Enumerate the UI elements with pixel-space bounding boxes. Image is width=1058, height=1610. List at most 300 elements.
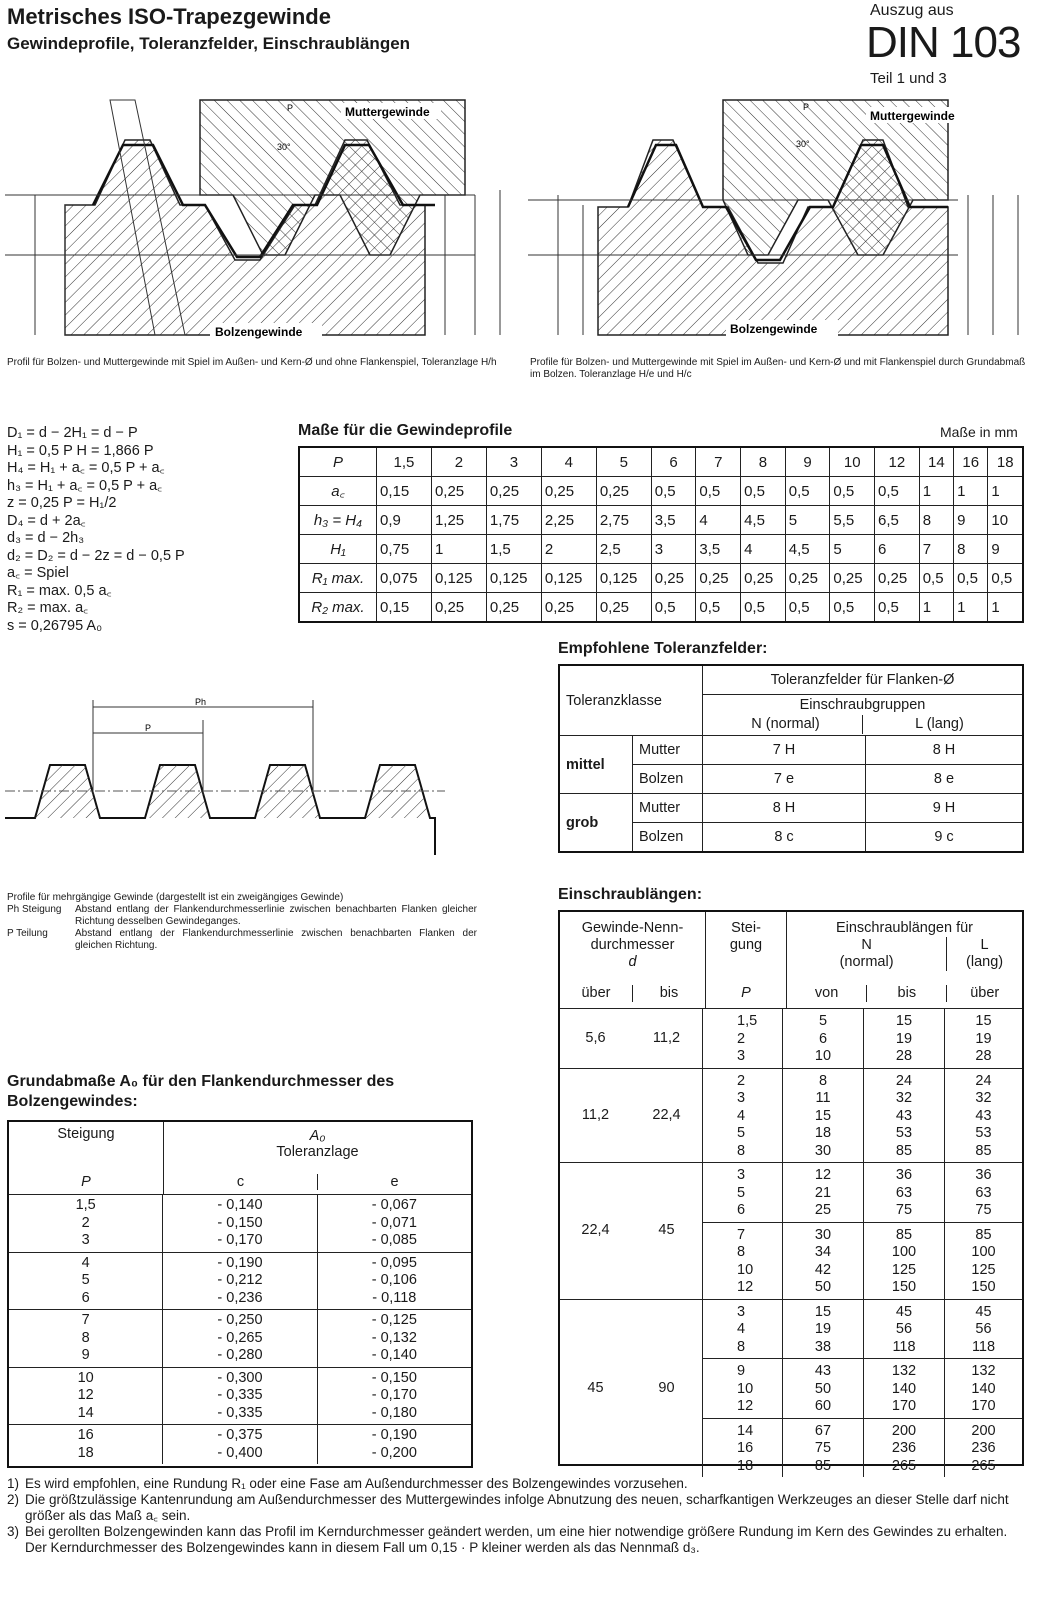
tolerance-head-n: N (normal) [751, 716, 820, 732]
profile-cell: 1 [954, 593, 988, 623]
profile-cell: 12 [875, 447, 920, 477]
es-group [703, 1419, 1022, 1478]
es-d-bis: 90 [658, 1379, 675, 1396]
es-value: 85 [975, 1142, 992, 1159]
profile-cell: 8 [954, 535, 988, 564]
formula-item: z = 0,25 P = H₁/2 [7, 495, 117, 511]
ga-group [9, 1195, 471, 1253]
es-value: 9 [737, 1363, 746, 1379]
ga-value: - 0,375 [217, 1427, 263, 1443]
es-value: 10 [737, 1380, 754, 1397]
es-value: 8 [737, 1338, 746, 1355]
page-subtitle: Gewindeprofile, Toleranzfelder, Einschraublängen [7, 34, 411, 53]
profile-cell: 1 [431, 535, 486, 564]
formula-item: s = 0,26795 A₀ [7, 617, 103, 634]
es-value: 15 [975, 1013, 992, 1029]
profile-cell: 1,75 [486, 506, 541, 535]
es-value: 45 [895, 1303, 913, 1320]
es-value: 43 [814, 1363, 832, 1379]
profile-cell: 1 [988, 593, 1023, 623]
profile-cell: 4 [741, 535, 786, 564]
profile-cell: 1 [954, 477, 988, 506]
ga-value: - 0,118 [372, 1289, 417, 1306]
profile-cell: 0,25 [486, 477, 541, 506]
es-group [703, 1359, 1022, 1419]
tolerance-table-title: Empfohlene Toleranzfelder: [558, 640, 768, 657]
es-value: 21 [814, 1184, 832, 1201]
ga-head-p: P [81, 1174, 91, 1190]
es-group [703, 1069, 1022, 1163]
part-label: Teil 1 und 3 [870, 70, 947, 87]
profile-cell: 2,5 [596, 535, 651, 564]
es-value: 4 [737, 1107, 746, 1124]
profile-cell: 1 [988, 477, 1023, 506]
ga-value: 5 [81, 1272, 90, 1288]
es-value: 236 [971, 1440, 996, 1456]
ga-value: 6 [81, 1289, 90, 1306]
profile-cell: 8 [741, 447, 786, 477]
figure-caption-right: Profile für Bolzen- und Muttergewinde mit Spiel im Außen- und Kern-Ø und mit Flankenspiel durch Grundabmaß im Bolzen. Toleranzlage H/e und H/c [530, 357, 1026, 380]
formula-item: d₃ = d − 2h₃ [7, 530, 85, 546]
es-value: 10 [814, 1048, 832, 1064]
profile-cell: 0,15 [377, 593, 432, 623]
es-head-st [706, 912, 787, 1008]
es-value: 32 [895, 1090, 913, 1106]
ga-value: 4 [81, 1254, 90, 1271]
es-value: 15 [814, 1303, 832, 1320]
formula-item: R₁ = max. 0,5 a꜀ [7, 582, 112, 599]
ga-value: - 0,170 [217, 1232, 263, 1248]
es-value: 12 [814, 1167, 832, 1183]
einschraub-title: Einschraublängen: [558, 886, 703, 903]
es-head-ueber2: über [946, 985, 1022, 1002]
profile-cell: 0,5 [785, 593, 830, 623]
es-d-bis: 11,2 [652, 1029, 681, 1046]
profile-row-label: R₁ max. [299, 564, 377, 593]
profile-cell: 6,5 [875, 506, 920, 535]
profile-cell: 0,5 [651, 477, 696, 506]
formula-item: d₂ = D₂ = d − 2z = d − 0,5 P [7, 547, 185, 564]
ph-label: Ph [195, 697, 207, 707]
es-value: 170 [971, 1398, 996, 1414]
tolerance-head-class: Toleranzklasse [559, 665, 703, 736]
es-head-d2: durchmesser [590, 937, 675, 953]
profile-cell: 0,5 [988, 564, 1023, 593]
ga-value: 8 [81, 1329, 90, 1346]
ga-value: 18 [77, 1444, 94, 1461]
profile-cell: 9 [954, 506, 988, 535]
es-head-bis2: bis [866, 985, 946, 1002]
profile-cell: 0,5 [830, 593, 875, 623]
es-value: 2 [737, 1030, 746, 1047]
es-value: 63 [895, 1184, 913, 1201]
es-value: 5 [737, 1184, 746, 1201]
ga-value: 7 [81, 1312, 90, 1328]
profile-cell: 4,5 [741, 506, 786, 535]
profile-cell: 0,5 [785, 477, 830, 506]
profile-row [299, 593, 1023, 623]
es-d-ueber: 22,4 [581, 1222, 610, 1238]
profile-cell: 7 [696, 447, 741, 477]
profile-cell: 2 [541, 535, 596, 564]
formula-item: h₃ = H₁ + a꜀ = 0,5 P + a꜀ [7, 477, 163, 494]
profile-cell: 2,75 [596, 506, 651, 535]
ga-head-a0-label: A₀ [309, 1128, 326, 1144]
formula-item: H₄ = H₁ + a꜀ = 0,5 P + a꜀ [7, 460, 165, 476]
page-title: Metrisches ISO-Trapezgewinde [7, 4, 331, 29]
formula-item: H₁ = 0,5 P H = 1,866 P [7, 442, 154, 459]
profile-cell: 0,25 [596, 593, 651, 623]
es-value: 85 [895, 1142, 913, 1159]
es-head-ueber: über [560, 985, 633, 1002]
profile-cell: 0,5 [954, 564, 988, 593]
es-value: 125 [971, 1261, 996, 1278]
footnote-mark: 3) [7, 1524, 20, 1539]
ga-value: 10 [77, 1369, 94, 1386]
es-value: 118 [971, 1338, 996, 1355]
tolerance-cell: 7 H [703, 736, 866, 765]
es-value: 6 [737, 1202, 746, 1218]
ga-value: 16 [77, 1427, 94, 1443]
es-value: 10 [737, 1261, 754, 1278]
ga-value: - 0,265 [217, 1329, 263, 1346]
es-value: 132 [971, 1363, 996, 1379]
es-value: 19 [814, 1321, 832, 1337]
es-head-von: von [814, 985, 839, 1001]
es-value: 3 [737, 1167, 746, 1183]
ga-value: - 0,170 [371, 1387, 417, 1403]
formula-list [7, 425, 185, 635]
ga-value: - 0,280 [217, 1347, 263, 1363]
profile-cell: 0,5 [830, 477, 875, 506]
es-value: 50 [814, 1279, 832, 1295]
es-value: 12 [737, 1398, 754, 1414]
ga-value: - 0,335 [217, 1404, 263, 1421]
profile-cell: 3 [486, 447, 541, 477]
ga-value: - 0,125 [371, 1312, 417, 1328]
es-value: 200 [891, 1422, 917, 1439]
es-block [560, 1009, 1022, 1069]
profile-figure-right [528, 95, 1028, 350]
es-value: 53 [975, 1125, 992, 1141]
es-value: 32 [975, 1090, 992, 1106]
ga-value: 9 [81, 1347, 90, 1363]
profile-row [299, 535, 1023, 564]
es-group [703, 1223, 1022, 1299]
profile-cell: 6 [875, 535, 920, 564]
profile-row [299, 506, 1023, 535]
ga-value: 2 [81, 1214, 90, 1231]
es-block [560, 1069, 1022, 1164]
es-head-bis: bis [659, 985, 679, 1001]
p-label-left: P [287, 103, 294, 113]
profile-row [299, 564, 1023, 593]
footnote-text: Es wird empfohlen, eine Rundung R₁ oder eine Fase am Außendurchmesser des Bolzengewindes vorzusehen. [25, 1476, 688, 1491]
profile-cell: 0,5 [696, 477, 741, 506]
es-head-d1: Gewinde-Nenn- [581, 920, 684, 936]
es-value: 45 [975, 1303, 992, 1320]
tolerance-class-grob: grob Mutter Bolzen [559, 794, 703, 853]
es-d-ueber: 5,6 [585, 1029, 606, 1046]
profile-row-label: R₂ max. [299, 593, 377, 623]
profile-cell: 0,25 [830, 564, 875, 593]
ga-value: - 0,140 [217, 1197, 263, 1213]
profile-cell: 10 [830, 447, 875, 477]
profile-row-label: a꜀ [299, 477, 377, 506]
profile-cell: 0,5 [741, 477, 786, 506]
ga-value: 1,5 [75, 1197, 96, 1213]
tolerance-head-groups [703, 695, 1024, 736]
profile-cell: 0,25 [431, 593, 486, 623]
ga-value: - 0,300 [217, 1369, 263, 1386]
es-value: 30 [814, 1142, 832, 1159]
multistart-caption-title: Profile für mehrgängige Gewinde (dargestellt ist ein zweigängiges Gewinde) [7, 892, 344, 903]
profile-cell: 2,25 [541, 506, 596, 535]
profile-cell: 0,5 [741, 593, 786, 623]
es-value: 12 [737, 1279, 754, 1295]
profile-cell: 0,15 [377, 477, 432, 506]
profile-cell: 0,75 [377, 535, 432, 564]
multistart-caption [7, 892, 477, 952]
ga-value: - 0,250 [217, 1312, 263, 1328]
es-value: 85 [895, 1226, 913, 1243]
es-d-bis: 45 [658, 1222, 675, 1238]
tolerance-cell: 8 H [703, 794, 866, 823]
es-value: 100 [971, 1244, 996, 1260]
es-d-ueber: 45 [587, 1379, 604, 1396]
ga-head-c: c [236, 1174, 245, 1190]
es-group [703, 1009, 1022, 1068]
es-value: 75 [975, 1202, 992, 1218]
es-value: 42 [814, 1261, 832, 1278]
bolt-label-right: Bolzengewinde [730, 322, 818, 336]
nut-label-right: Muttergewinde [870, 109, 955, 123]
profile-table-title: Maße für die Gewindeprofile [298, 422, 513, 439]
es-value: 5 [818, 1013, 828, 1029]
profile-cell: 0,5 [875, 477, 920, 506]
p-label-right: P [803, 102, 810, 112]
profile-cell: 8 [919, 506, 953, 535]
ga-value: 12 [77, 1387, 94, 1403]
profile-cell: 9 [988, 535, 1023, 564]
ga-value: - 0,071 [371, 1214, 417, 1231]
tolerance-cell: 8 H [866, 736, 1024, 765]
profile-cell: 0,125 [431, 564, 486, 593]
profile-cell: 0,25 [596, 477, 651, 506]
es-value: 11 [815, 1090, 831, 1106]
es-value: 30 [814, 1226, 832, 1243]
profile-cell: 0,25 [541, 477, 596, 506]
profile-cell: 3,5 [651, 506, 696, 535]
es-value: 150 [891, 1279, 917, 1295]
es-value: 36 [895, 1167, 913, 1183]
ga-value: 3 [81, 1232, 90, 1248]
formula-item: R₂ = max. a꜀ [7, 600, 89, 616]
grundabmass-title: Grundabmaße A₀ für den Flankendurchmesser des Bolzengewindes: [7, 1073, 395, 1110]
p-term: P Teilung [7, 928, 48, 939]
profile-figure-left [5, 95, 510, 350]
bolt-label-left: Bolzengewinde [215, 325, 303, 339]
profile-cell: 6 [651, 447, 696, 477]
ph-term: Ph Steigung [7, 904, 62, 915]
profile-cell: 5,5 [830, 506, 875, 535]
es-d-bis: 22,4 [652, 1106, 681, 1123]
es-value: 75 [814, 1440, 832, 1456]
profile-cell: 14 [919, 447, 953, 477]
es-value: 3 [737, 1303, 746, 1320]
es-value: 85 [975, 1226, 992, 1243]
es-value: 67 [814, 1422, 832, 1439]
ga-head-a0 [164, 1122, 471, 1194]
es-value: 18 [814, 1125, 832, 1141]
es-value: 236 [891, 1440, 917, 1456]
footnote-mark: 2) [7, 1492, 20, 1507]
profile-cell: 0,125 [486, 564, 541, 593]
profile-cell: 0,5 [919, 564, 953, 593]
ga-value: - 0,335 [217, 1387, 263, 1403]
profile-row-label: H₁ [299, 535, 377, 564]
tolerance-cell: 9 c [866, 823, 1024, 853]
profile-cell: 0,5 [875, 593, 920, 623]
profile-cell: 4 [541, 447, 596, 477]
tolerance-cell: 9 H [866, 794, 1024, 823]
profile-cell: 5 [830, 535, 875, 564]
profile-cell: 0,5 [651, 593, 696, 623]
profile-cell: 0,9 [377, 506, 432, 535]
es-value: 3 [737, 1090, 746, 1106]
ga-head-e: e [317, 1174, 471, 1190]
profile-cell: 0,25 [785, 564, 830, 593]
ga-value: 14 [77, 1404, 94, 1421]
profile-cell: 1 [919, 477, 953, 506]
es-value: 150 [971, 1279, 996, 1295]
profile-cell: 3,5 [696, 535, 741, 564]
es-value: 3 [737, 1048, 746, 1064]
profile-cell: 0,125 [541, 564, 596, 593]
es-value: 7 [737, 1226, 746, 1243]
profile-cell: 3 [651, 535, 696, 564]
es-value: 16 [737, 1440, 754, 1456]
profile-cell: 2 [431, 447, 486, 477]
ga-value: - 0,132 [371, 1329, 417, 1346]
tolerance-class-mittel: mittel Mutter Bolzen [559, 736, 703, 794]
es-value: 8 [737, 1244, 746, 1260]
es-head-n: N (normal) [839, 937, 894, 970]
profile-cell: 0,25 [696, 564, 741, 593]
profile-row [299, 477, 1023, 506]
profile-cell: 0,25 [651, 564, 696, 593]
profile-cell: 10 [988, 506, 1023, 535]
profile-table-unit: Maße in mm [940, 424, 1018, 440]
profile-cell: 16 [954, 447, 988, 477]
grundabmass-table [7, 1120, 473, 1468]
es-value: 4 [737, 1321, 746, 1337]
es-value: 2 [737, 1072, 746, 1089]
ga-head-steigung-label: Steigung [57, 1126, 115, 1142]
formula-item: D₁ = d − 2H₁ = d − P [7, 425, 138, 441]
es-value: 24 [895, 1072, 913, 1089]
ga-value: - 0,212 [217, 1272, 263, 1288]
ga-value: - 0,200 [371, 1444, 417, 1461]
es-value: 43 [975, 1107, 992, 1124]
es-value: 140 [891, 1380, 917, 1397]
formula-item: a꜀ = Spiel [7, 565, 69, 581]
angle-label-right: 30° [796, 139, 810, 149]
es-value: 15 [895, 1013, 913, 1029]
ga-group [9, 1310, 471, 1368]
es-head-el [787, 912, 1022, 1008]
es-value: 200 [971, 1422, 996, 1439]
ga-head-steigung [9, 1122, 164, 1194]
es-value: 53 [895, 1125, 913, 1141]
es-head-p: P [741, 985, 751, 1001]
profile-cell: 4 [696, 506, 741, 535]
ga-value: - 0,236 [217, 1289, 263, 1306]
profile-cell: 0,25 [486, 593, 541, 623]
ga-value: - 0,106 [371, 1272, 417, 1288]
tolerance-head-l: L (lang) [862, 715, 1016, 734]
ga-value: - 0,085 [371, 1232, 417, 1248]
profile-cell: 5 [785, 506, 830, 535]
es-value: 34 [814, 1244, 832, 1260]
es-value: 118 [892, 1338, 916, 1355]
profile-row [299, 447, 1023, 477]
profile-cell: 9 [785, 447, 830, 477]
profile-cell: 18 [988, 447, 1023, 477]
es-head-l: L (lang) [946, 937, 1022, 971]
ph-definition: Abstand entlang der Flankendurchmesserlinie zwischen benachbarten Flanken gleicher Richtung desselben Gewindeganges. [75, 904, 477, 927]
es-value: 38 [814, 1338, 832, 1355]
footnotes [7, 1476, 1027, 1556]
es-head-st1: Stei- [731, 920, 761, 936]
ga-head-lage: Toleranzlage [276, 1144, 359, 1160]
ga-value: - 0,150 [217, 1214, 263, 1231]
es-head-d3: d [628, 954, 637, 970]
profile-cell: 0,125 [596, 564, 651, 593]
profile-cell: 0,25 [541, 593, 596, 623]
es-value: 1,5 [737, 1013, 758, 1029]
es-value: 132 [891, 1363, 917, 1379]
es-value: 56 [975, 1321, 992, 1337]
profile-cell: 0,25 [431, 477, 486, 506]
es-value: 19 [975, 1030, 992, 1047]
ga-group [9, 1425, 471, 1464]
profile-cell: 1 [919, 593, 953, 623]
ga-value: - 0,180 [371, 1404, 417, 1421]
es-value: 24 [975, 1072, 992, 1089]
tolerance-cell: 8 e [866, 765, 1024, 794]
din-number: DIN 103 [866, 18, 1021, 67]
es-value: 60 [814, 1398, 832, 1414]
es-value: 8 [818, 1072, 828, 1089]
profile-cell: 0,5 [696, 593, 741, 623]
profile-cell: 1,5 [486, 535, 541, 564]
es-value: 265 [891, 1457, 917, 1474]
footnote-text: Die größtzulässige Kantenrundung am Außendurchmesser des Muttergewindes infolge Abnutzung des neuen, scharfkantigen Werkzeuges an dieser Stelle darf nicht größer als das Maß a꜀ sein. [25, 1492, 1009, 1523]
es-value: 43 [895, 1107, 913, 1124]
ga-value: - 0,150 [371, 1369, 417, 1386]
profile-table [298, 446, 1024, 623]
footnote-mark: 1) [7, 1476, 20, 1491]
footnote-text: Bei gerollten Bolzengewinden kann das Profil im Kerndurchmesser geändert werden, um eine hier notwendige größere Rundung im Kern des Gewindes zu erhalten. Der Kerndurchmesser des Bolzengewindes kann in diesem Fall um 0,15 · P kleiner werden als das Nennmaß d₃. [25, 1524, 1008, 1555]
es-value: 25 [814, 1202, 832, 1218]
es-value: 63 [975, 1184, 992, 1201]
es-value: 56 [895, 1321, 913, 1337]
es-value: 28 [975, 1048, 992, 1064]
es-value: 265 [971, 1457, 996, 1474]
es-value: 140 [971, 1380, 996, 1397]
profile-row-label: P [299, 447, 377, 477]
